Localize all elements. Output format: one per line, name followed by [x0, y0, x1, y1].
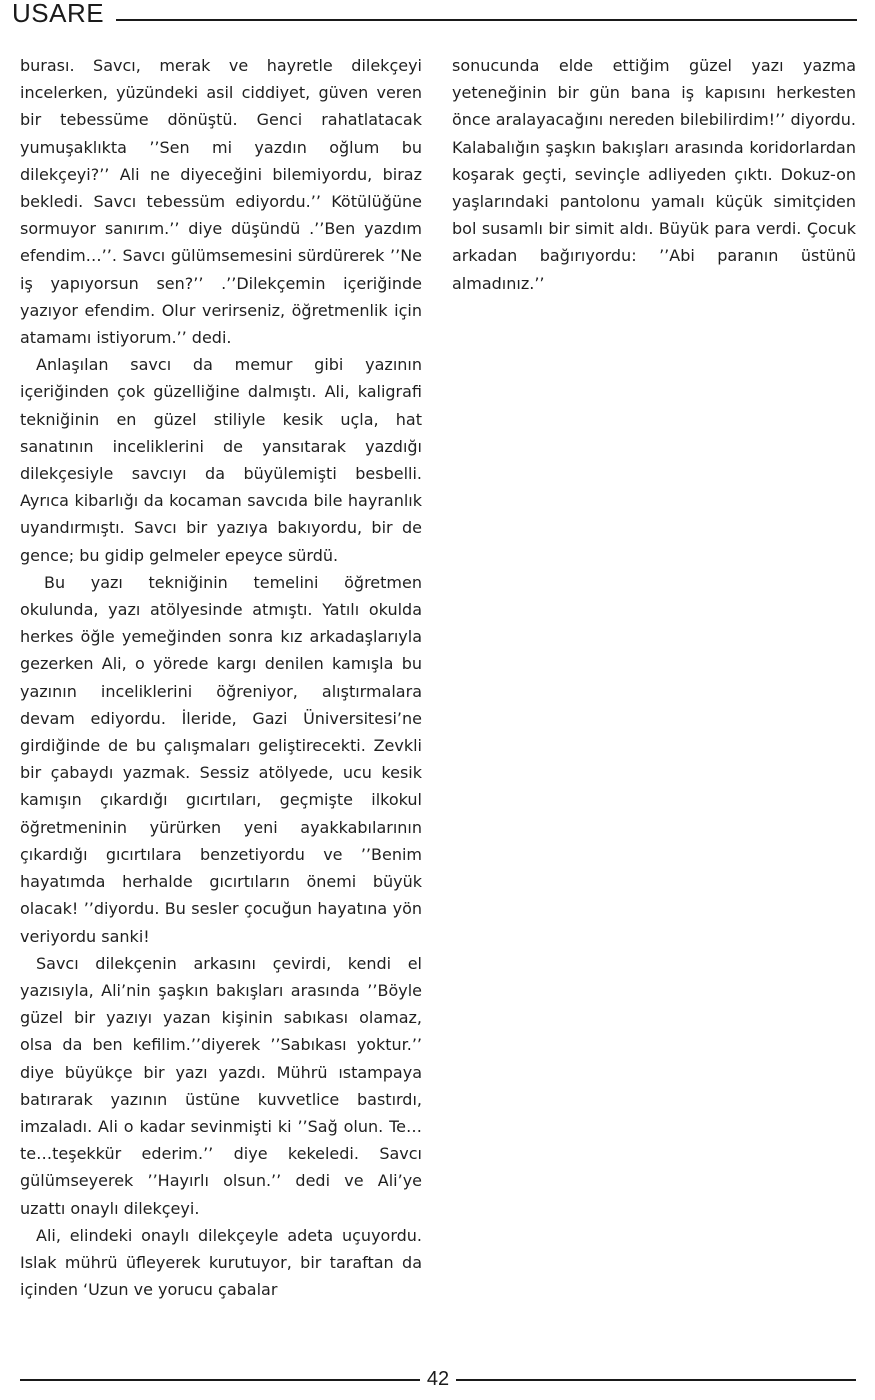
paragraph: burası. Savcı, merak ve hayretle dilekçeyi incelerken, yüzündeki asil ciddiyet, güven veren bir tebessüme dönüştü. Genci rahatlatacak yumuşaklıkta ’’Sen mi yazdın oğlum bu dilekçeyi?’’ Ali ne diyeceğini bilemiyordu, biraz bekledi. Savcı tebessüm ediyordu.’’ Kötülüğüne sormuyor sanırım.’’ diye düşündü .’’Ben yazdım efendim…’’. Savcı gülümsemesini sürdürerek ’’Ne iş yapıyorsun sen?’’ .’’Dilekçemin içeriğinde yazıyor efendim. Olur verirseniz, öğretmenlik için atamamı istiyorum.’’ dedi.: [20, 56, 422, 348]
paragraph: Savcı dilekçenin arkasını çevirdi, kendi el yazısıyla, Ali’nin şaşkın bakışları arasında ’’Böyle güzel bir yazıyı yazan kişinin sabıkası olamaz, olsa da ben kefilim.’’diyerek ’’Sabıkası yoktur.’’ diye büyükçe bir yazı yazdı. Mührü ıstampaya batırarak yazının üstüne kuvvetlice bastırdı, imzaladı. Ali o kadar sevinmişti ki ’’Sağ olun. Te…te…teşekkür ederim.’’ diye kekeledi. Savcı gülümseyerek ’’Hayırlı olsun.’’ dedi ve Ali’ye uzattı onaylı dilekçeyi.: [20, 953, 422, 1218]
paragraph: sonucunda elde ettiğim güzel yazı yazma yeteneğinin bir gün bana iş kapısını herkesten önce aralayacağını nereden bilebilirdim!’’ diyordu. Kalabalığın şaşkın bakışları arasında koridorlardan koşarak geçti, sevinçle adliyeden çıktı. Dokuz-on yaşlarındaki pantolonu yamalı küçük simitçiden bol susamlı bir simit aldı. Büyük para verdi. Çocuk arkadan bağırıyordu: ’’Abi paranın üstünü almadınız.’’: [452, 56, 856, 293]
masthead-title: USARE: [12, 0, 105, 28]
footer-rule-left: [20, 1379, 420, 1381]
page-number: 42: [426, 1368, 450, 1390]
left-column: [20, 52, 422, 1303]
page-footer: [0, 1366, 875, 1394]
footer-rule-right: [456, 1379, 856, 1381]
right-column: [452, 52, 856, 297]
page-header: [0, 0, 875, 30]
paragraph: Bu yazı tekniğinin temelini öğretmen okulunda, yazı atölyesinde atmıştı. Yatılı okulda herkes öğle yemeğinden sonra kız arkadaşlarıyla gezerken Ali, o yörede kargı denilen kamışla bu yazının inceliklerini öğreniyor, alıştırmalara devam ediyordu. İleride, Gazi Üniversitesi’ne girdiğinde de bu çalışmaları geliştirecekti. Zevkli bir çabaydı yazmak. Sessiz atölyede, ucu kesik kamışın çıkardığı gıcırtıları, geçmişte ilkokul öğretmeninin yürürken yeni ayakkabılarının çıkardığı gıcırtılara benzetiyordu ve ’’Benim hayatımda herhalde gıcırtıların önemi büyük olacak! ’’diyordu. Bu sesler çocuğun hayatına yön veriyordu sanki!: [20, 572, 422, 946]
header-rule: [116, 19, 857, 21]
paragraph: Anlaşılan savcı da memur gibi yazının içeriğinden çok güzelliğine dalmıştı. Ali, kaligrafi tekniğinin en güzel stiliyle kesik uçla, hat sanatının inceliklerini de yansıtarak yazdığı dilekçesiyle savcıyı da büyülemişti besbelli. Ayrıca kibarlığı da kocaman savcıda bile hayranlık uyandırmıştı. Savcı bir yazıya bakıyordu, bir de gence; bu gidip gelmeler epeyce sürdü.: [20, 355, 422, 565]
paragraph: Ali, elindeki onaylı dilekçeyle adeta uçuyordu. Islak mührü üfleyerek kurutuyor, bir taraftan da içinden ‘Uzun ve yorucu çabalar: [20, 1225, 422, 1300]
